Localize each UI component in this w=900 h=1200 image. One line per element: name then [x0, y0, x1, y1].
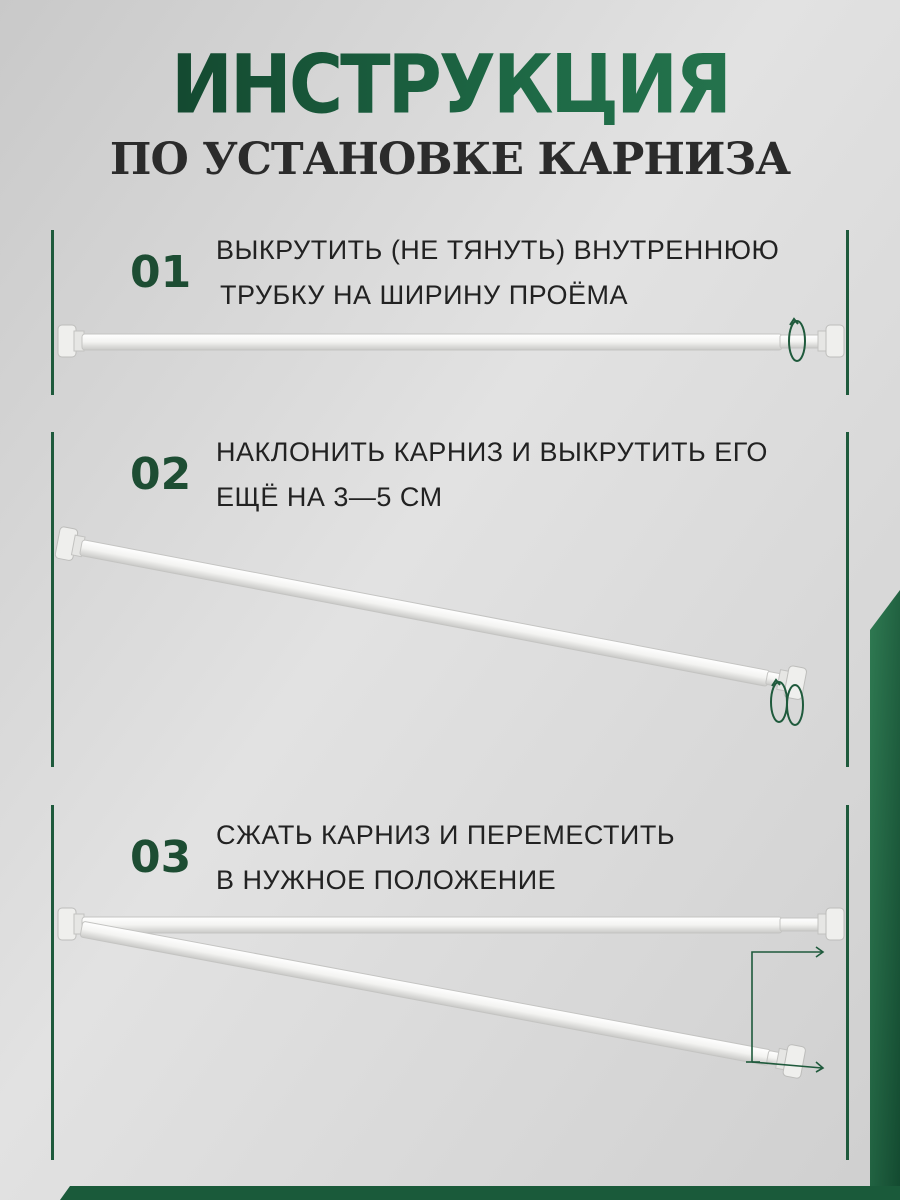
rod-step1	[58, 325, 844, 357]
step-text-2	[216, 430, 856, 520]
page-title: ИНСТРУКЦИЯ	[0, 36, 900, 135]
step-number-1: 01	[130, 247, 192, 298]
rod-step3-horizontal	[58, 908, 844, 940]
green-bottom-band	[60, 1186, 900, 1200]
step-text-3	[216, 813, 856, 903]
rod-step3-tilted	[79, 912, 806, 1078]
step-text-1	[216, 228, 856, 318]
step-number-3: 03	[130, 832, 192, 883]
wall-left-step1	[51, 230, 54, 395]
step-2-line-1: НАКЛОНИТЬ КАРНИЗ И ВЫКРУТИТЬ ЕГО	[216, 437, 768, 467]
rod-step2	[55, 526, 808, 700]
green-corner-decoration	[870, 590, 900, 1200]
wall-left-step3	[51, 805, 54, 1160]
wall-left-step2	[51, 432, 54, 767]
page-subtitle: ПО УСТАНОВКЕ КАРНИЗА	[109, 134, 791, 185]
step-1-line-2: ТРУБКУ НА ШИРИНУ ПРОЁМА	[220, 280, 629, 310]
step-2-line-2: ЕЩЁ НА 3—5 СМ	[216, 482, 443, 512]
step-3-line-2: В НУЖНОЕ ПОЛОЖЕНИЕ	[216, 865, 557, 895]
step-3-line-1: СЖАТЬ КАРНИЗ И ПЕРЕМЕСТИТЬ	[216, 820, 676, 850]
step-number-2: 02	[130, 449, 192, 500]
step-1-line-1: ВЫКРУТИТЬ (НЕ ТЯНУТЬ) ВНУТРЕННЮЮ	[216, 235, 780, 265]
